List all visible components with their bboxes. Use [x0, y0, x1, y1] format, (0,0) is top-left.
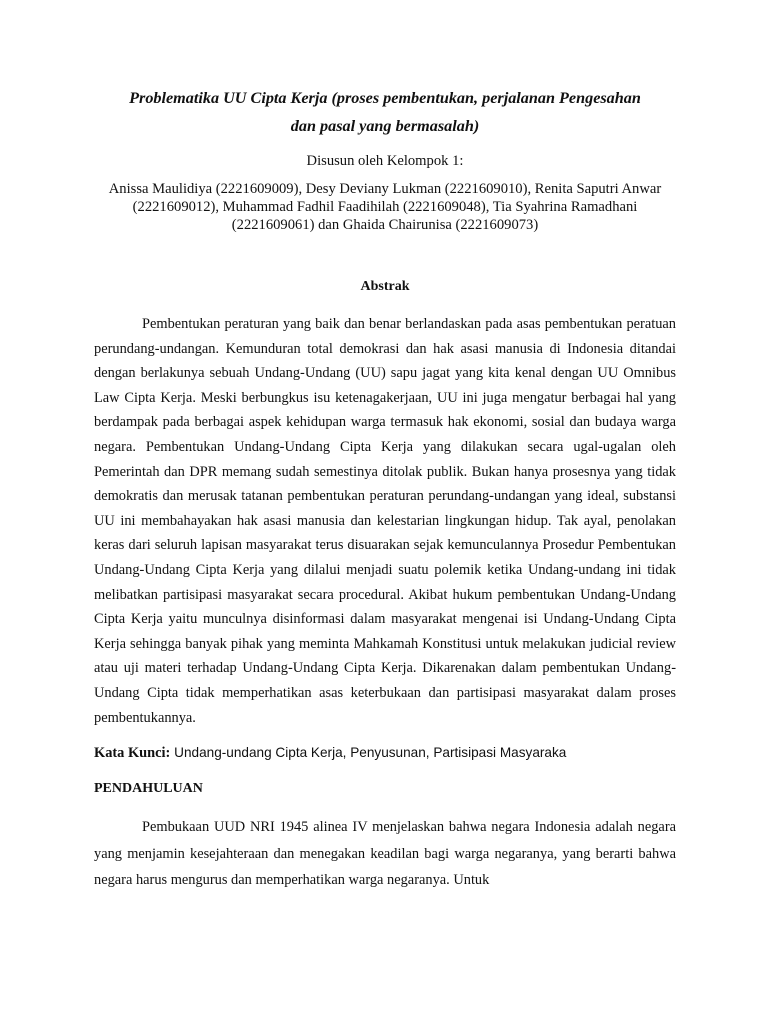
author-list: Anissa Maulidiya (2221609009), Desy Deviany Lukman (2221609010), Renita Saputri Anwar (2221609012), Muhammad Fadhil Faadihilah (2221609048), Tia Syahrina Ramadhani (2221609061) dan Ghaida Chairunisa (2221609073): [108, 181, 662, 233]
paper-title-line-1: Problematika UU Cipta Kerja (proses pembentukan, perjalanan Pengesahan: [129, 89, 641, 107]
abstract-body: Pembentukan peraturan yang baik dan benar berlandaskan pada asas pembentukan peratuan perundang-undangan. Kemunduran total demokrasi dan hak asasi manusia di Indonesia ditandai dengan berlakunya sebuah Undang-Undang (UU) sapu jagat yang kita kenal dengan UU Omnibus Law Cipta Kerja. Meski berbungkus isu ketenagakerjaan, UU ini juga mengatur berbagai hal yang berdampak pada berbagai aspek kehidupan warga termasuk hak ekonomi, sosial dan budaya warga negara. Pembentukan Undang-Undang Cipta Kerja yang dilakukan secara ugal-ugalan oleh Pemerintah dan DPR memang sudah semestinya ditolak publik. Bukan hanya prosesnya yang tidak demokratis dan merusak tatanan pembentukan peraturan perundang-undangan yang ideal, substansi UU ini membahayakan hak asasi manusia dan kelestarian lingkungan hidup. Tak ayal, penolakan keras dari seluruh lapisan masyarakat terus disuarakan sejak kemunculannya Prosedur Pembentukan Undang-Undang Cipta Kerja yang dilalui menjadi suatu polemik ketika Undang-undang ini tidak melibatkan partisipasi masyarakat secara procedural. Akibat hukum pembentukan Undang-Undang Cipta Kerja yaitu munculnya disinformasi dalam masyarakat mengenai isi Undang-Undang Cipta Kerja sehingga banyak pihak yang meminta Mahkamah Konstitusi untuk melakukan judicial review atau uji materi terhadap Undang-Undang Cipta Kerja. Dikarenakan dalam pembentukan Undang-Undang Cipta tidak memperhatikan asas keterbukaan dan partisipasi masyarakat dalam proses pembentukannya.: [94, 316, 676, 726]
introduction-body: Pembukaan UUD NRI 1945 alinea IV menjelaskan bahwa negara Indonesia adalah negara yang menjamin kesejahteraan dan menegakan keadilan bagi warga negaranya, yang berarti bahwa negara harus mengurus dan memperhatikan warga negaranya. Untuk: [94, 819, 676, 888]
keywords: [94, 744, 676, 762]
document-page: [94, 84, 676, 893]
abstract-heading: Abstrak: [360, 279, 410, 294]
byline: Disusun oleh Kelompok 1:: [306, 153, 464, 169]
section-heading-introduction: PENDAHULUAN: [94, 781, 203, 797]
paper-title-line-2: dan pasal yang bermasalah): [290, 117, 480, 135]
keywords-label: Kata Kunci:: [94, 745, 171, 762]
paper-title: [94, 84, 676, 140]
keywords-text: Undang-undang Cipta Kerja, Penyusunan, Partisipasi Masyaraka: [170, 745, 567, 761]
